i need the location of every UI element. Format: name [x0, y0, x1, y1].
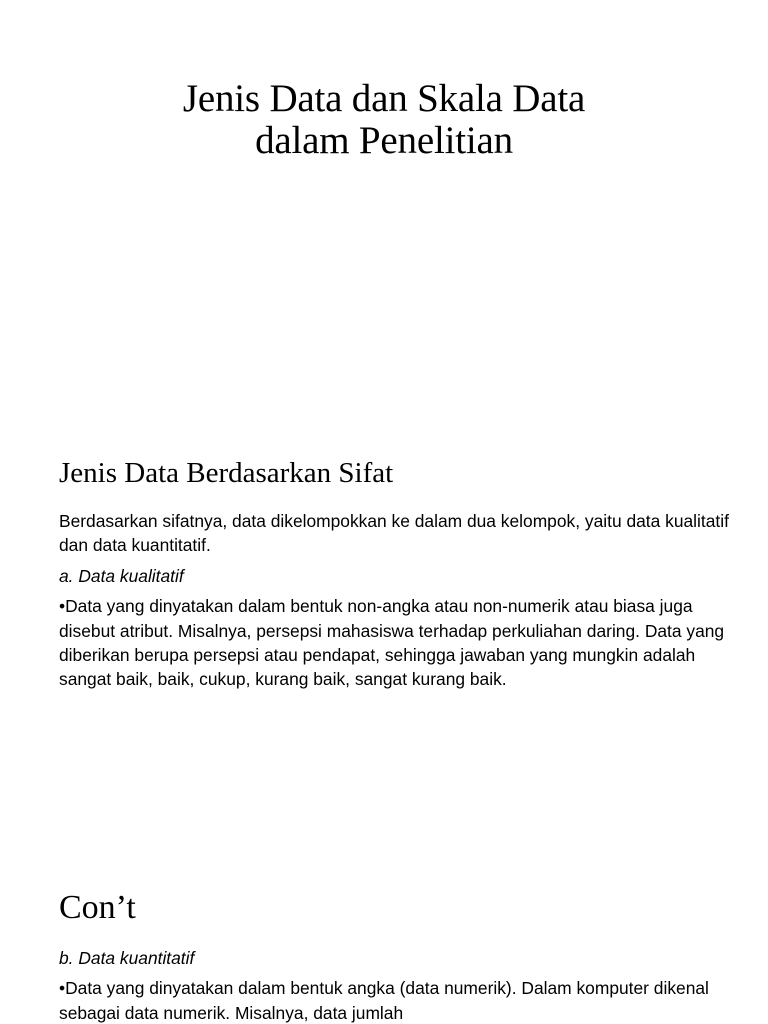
bullet-paragraph: •Data yang dinyatakan dalam bentuk non-angka atau non-numerik atau biasa juga disebut atribut. Misalnya, persepsi mahasiswa terhadap perkuliahan daring. Data yang diberikan berupa persepsi atau pendapat, sehingga jawaban yang mungkin adalah sangat baik, baik, cukup, kurang baik, sangat kurang baik. [59, 596, 725, 690]
slide-cont [0, 850, 768, 1024]
slide-heading: Jenis Data Berdasarkan Sifat [59, 457, 394, 489]
subheading-kualitatif: a. Data kualitatif [59, 565, 184, 586]
slide-title [0, 0, 768, 420]
subheading-kuantitatif: b. Data kuantitatif [59, 948, 195, 968]
title-line-1: Jenis Data dan Skala Data [182, 77, 586, 120]
slide-body [59, 509, 739, 692]
title-line-2: dalam Penelitian [255, 119, 513, 162]
presentation-title [0, 78, 768, 162]
intro-paragraph: Berdasarkan sifatnya, data dikelompokkan ke dalam dua kelompok, yaitu data kualitatif dan data kuantitatif. [59, 511, 729, 556]
slide-jenis-data-sifat [0, 420, 768, 850]
bullet-paragraph: •Data yang dinyatakan dalam bentuk angka (data numerik). Dalam komputer dikenal sebagai data numerik. Misalnya, data jumlah [59, 978, 709, 1023]
slide-body [59, 946, 739, 1024]
slide-heading: Con’t [59, 889, 136, 926]
